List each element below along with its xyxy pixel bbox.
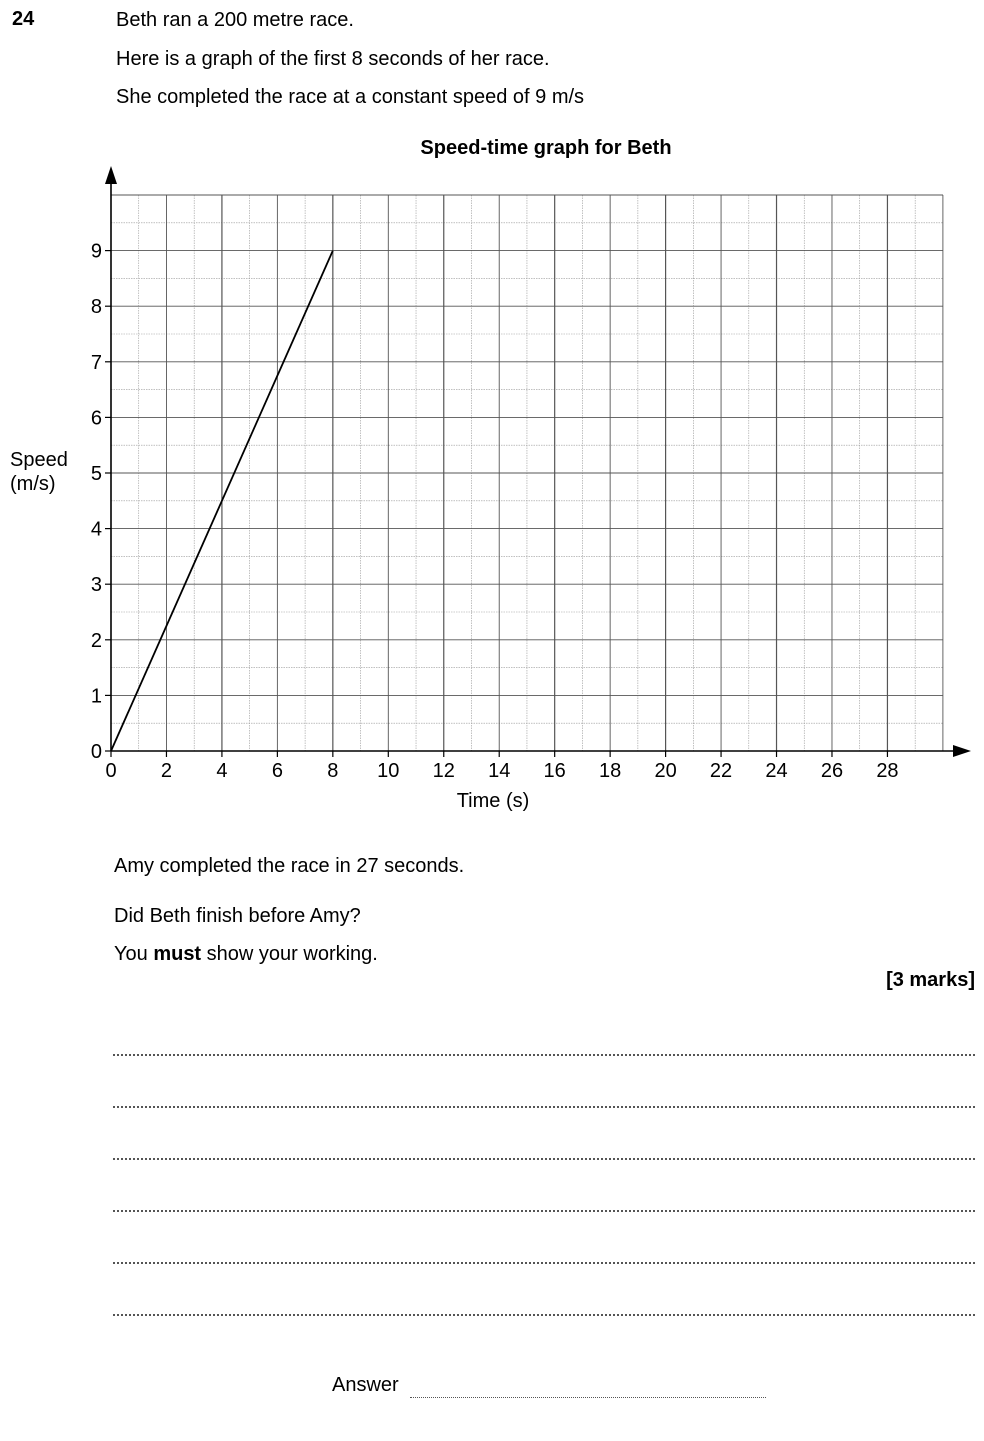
- chart-title: Speed-time graph for Beth: [420, 137, 672, 159]
- y-tick-label: 8: [90, 296, 102, 319]
- x-tick-label: 20: [654, 760, 677, 782]
- x-tick-label: 4: [216, 760, 228, 782]
- y-tick-label: 2: [90, 629, 102, 652]
- x-tick-label: 22: [709, 760, 733, 782]
- followup-text-3-bold: must: [153, 943, 202, 965]
- question-text-2: Here is a graph of the first 8 seconds of her race.: [116, 48, 550, 70]
- tick-labels: [91, 241, 899, 782]
- followup-text-3-pre: You: [114, 943, 154, 965]
- y-tick-label: 9: [90, 240, 102, 263]
- followup-text-1: Amy completed the race in 27 seconds.: [114, 855, 465, 877]
- y-tick-label: 4: [90, 518, 102, 541]
- x-axis-arrow: [953, 745, 971, 757]
- x-tick-label: 16: [543, 760, 566, 782]
- y-tick-label: 3: [90, 574, 102, 597]
- x-tick-label: 2: [160, 760, 173, 782]
- x-tick-label: 18: [599, 760, 622, 782]
- answer-line[interactable]: [410, 1397, 766, 1398]
- working-line-5[interactable]: [113, 1262, 975, 1264]
- question-text-3: She completed the race at a constant speed of 9 m/s: [116, 86, 585, 108]
- followup-text-2: Did Beth finish before Amy?: [114, 905, 361, 927]
- x-tick-label: 8: [327, 760, 339, 782]
- question-text-1: Beth ran a 200 metre race.: [116, 9, 354, 31]
- x-tick-label: 14: [488, 760, 511, 782]
- axes: [105, 166, 971, 757]
- y-axis-arrow: [105, 166, 117, 184]
- y-axis-label-line2: (m/s): [10, 473, 56, 495]
- question-number: 24: [12, 8, 35, 30]
- followup-text-3: [114, 943, 378, 966]
- y-tick-label: 7: [90, 351, 102, 374]
- x-tick-label: 0: [105, 760, 117, 782]
- x-tick-label: 26: [820, 760, 844, 782]
- x-tick-label: 10: [377, 760, 400, 782]
- y-tick-label: 1: [90, 685, 102, 708]
- working-line-2[interactable]: [113, 1106, 975, 1108]
- working-line-6[interactable]: [113, 1314, 975, 1316]
- x-axis-label: Time (s): [456, 790, 530, 812]
- x-tick-label: 28: [876, 760, 899, 782]
- working-line-4[interactable]: [113, 1210, 975, 1212]
- y-axis-label-line1: Speed: [10, 449, 68, 471]
- y-tick-label: 6: [90, 407, 102, 430]
- marks-label: [3 marks]: [886, 969, 975, 991]
- x-tick-label: 12: [432, 760, 455, 782]
- followup-text-3-post: show your working.: [201, 943, 378, 965]
- y-tick-label: 5: [90, 463, 102, 485]
- x-tick-label: 6: [271, 760, 283, 782]
- x-tick-label: 24: [765, 760, 788, 782]
- answer-label: Answer: [332, 1374, 399, 1396]
- working-line-1[interactable]: [113, 1054, 975, 1056]
- working-line-3[interactable]: [113, 1158, 975, 1160]
- y-tick-label: 0: [90, 741, 102, 763]
